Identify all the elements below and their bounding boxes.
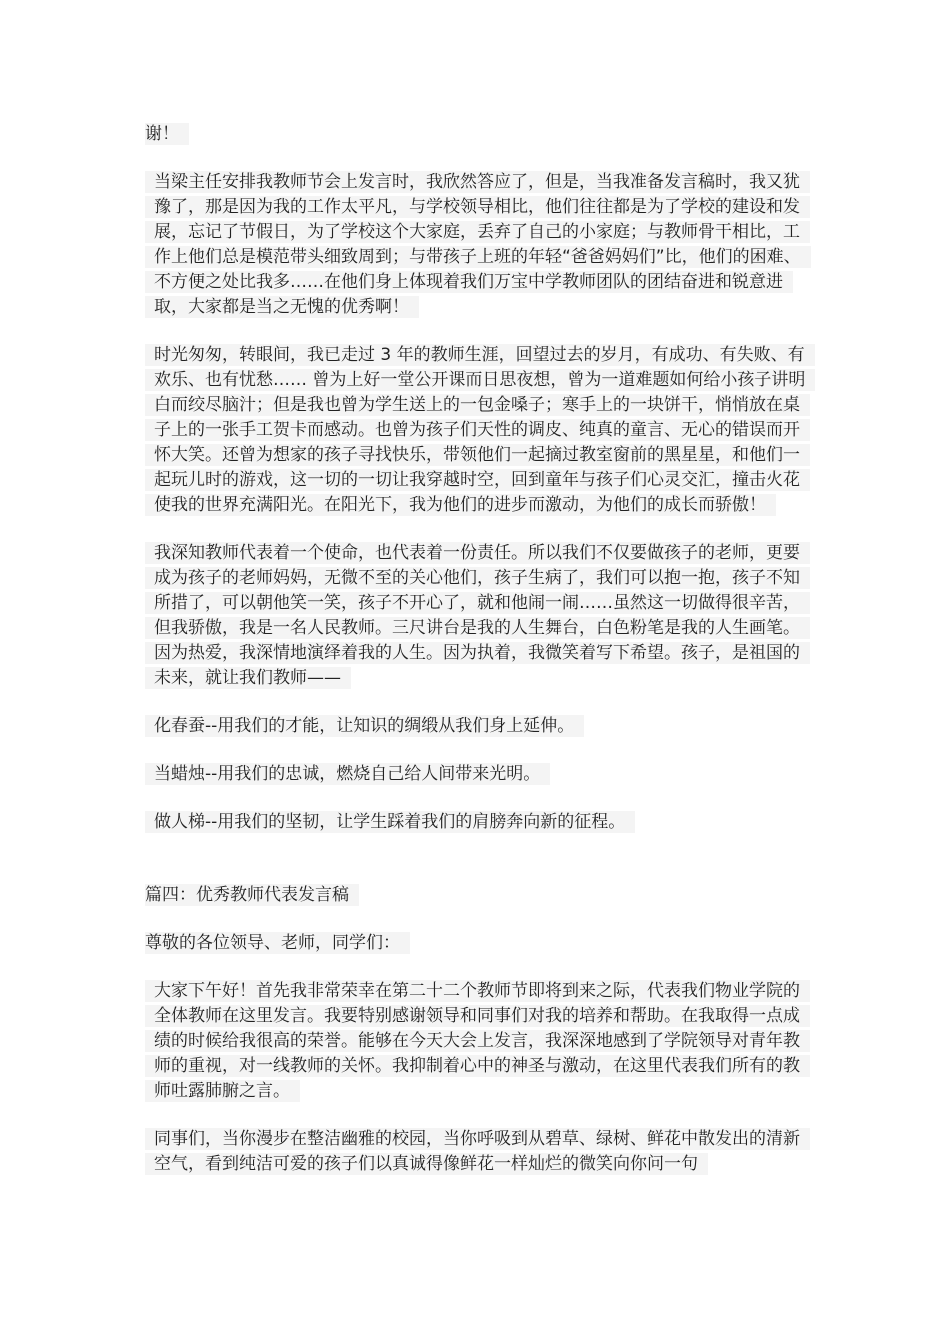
- paragraph: [145, 343, 815, 518]
- paragraph-text: 同事们，当你漫步在整洁幽雅的校园，当你呼吸到从碧草、绿树、鲜花中散发出的清新空气，看到纯洁可爱的孩子们以真诚得像鲜花一样灿烂的微笑向你问一句: [145, 1128, 810, 1175]
- paragraph: [145, 979, 815, 1104]
- paragraph-text: 我深知教师代表着一个使命，也代表着一份责任。所以我们不仅要做孩子的老师，更要成为孩子的老师妈妈，无微不至的关心他们，孩子生病了，我们可以抱一抱，孩子不知所措了，可以朝他笑一笑，孩子不开心了，就和他闹一闹……虽然这一切做得很辛苦，但我骄傲，我是一名人民教师。三尺讲台是我的人生舞台，白色粉笔是我的人生画笔。因为热爱，我深情地演绎着我的人生。因为执着，我微笑着写下希望。孩子，是祖国的未来，就让我们教师——: [145, 542, 810, 689]
- paragraph: [145, 170, 815, 320]
- paragraph-text: 大家下午好！首先我非常荣幸在第二十二个教师节即将到来之际，代表我们物业学院的全体教师在这里发言。我要特别感谢领导和同事们对我的培养和帮助。在我取得一点成绩的时候给我很高的荣誉。能够在今天大会上发言，我深深地感到了学院领导对青年教师的重视，对一线教师的关怀。我抑制着心中的神圣与激动，在这里代表我们所有的教师吐露肺腑之言。: [145, 980, 810, 1102]
- paragraph-text: 时光匆匆，转眼间，我已走过 3 年的教师生涯，回望过去的岁月，有成功、有失败、有欢乐、也有忧愁…… 曾为上好一堂公开课而日思夜想，曾为一道难题如何给小孩子讲明白而绞尽脑汁；但是我也曾为学生送上的一包金嗓子；寒手上的一块饼干，悄悄放在桌子上的一张手工贺卡而感动。也曾为孩子们天性的调皮、纯真的童言、无心的错误而开怀大笑。还曾为想家的孩子寻找快乐，带领他们一起摘过教室窗前的黑星星，和他们一起玩儿时的游戏，这一切的一切让我穿越时空，回到童年与孩子们心灵交汇，撞击火花使我的世界充满阳光。在阳光下，我为他们的进步而激动，为他们的成长而骄傲！: [145, 344, 815, 516]
- paragraph-text: 当梁主任安排我教师节会上发言时，我欣然答应了，但是，当我准备发言稿时，我又犹豫了，那是因为我的工作太平凡，与学校领导相比，他们往往都是为了学校的建设和发展，忘记了节假日，为了学校这个大家庭，丢弃了自己的小家庭；与教师骨干相比，工作上他们总是模范带头细致周到；与带孩子上班的年轻“爸爸妈妈们”比，他们的困难、不方便之处比我多……在他们身上体现着我们万宝中学教师团队的团结奋进和锐意进取，大家都是当之无愧的优秀啊！: [145, 171, 811, 318]
- section-title-text: 篇四：优秀教师代表发言稿: [145, 884, 359, 906]
- section-spacer: [145, 858, 815, 883]
- paragraph: [145, 810, 815, 835]
- paragraph-text: 做人梯--用我们的坚韧，让学生踩着我们的肩膀奔向新的征程。: [145, 811, 635, 833]
- paragraph-text: 当蜡烛--用我们的忠诚，燃烧自己给人间带来光明。: [145, 763, 550, 785]
- paragraph: [145, 1127, 815, 1177]
- salutation-text: 尊敬的各位领导、老师，同学们：: [145, 932, 410, 954]
- paragraph: [145, 122, 815, 147]
- paragraph: [145, 541, 815, 691]
- section-title: [145, 883, 815, 908]
- paragraph: [145, 762, 815, 787]
- salutation: [145, 931, 815, 956]
- document-body: [145, 122, 815, 1200]
- paragraph-text: 化春蚕--用我们的才能，让知识的绸缎从我们身上延伸。: [145, 715, 584, 737]
- paragraph: [145, 714, 815, 739]
- paragraph-text: 谢！: [145, 123, 189, 145]
